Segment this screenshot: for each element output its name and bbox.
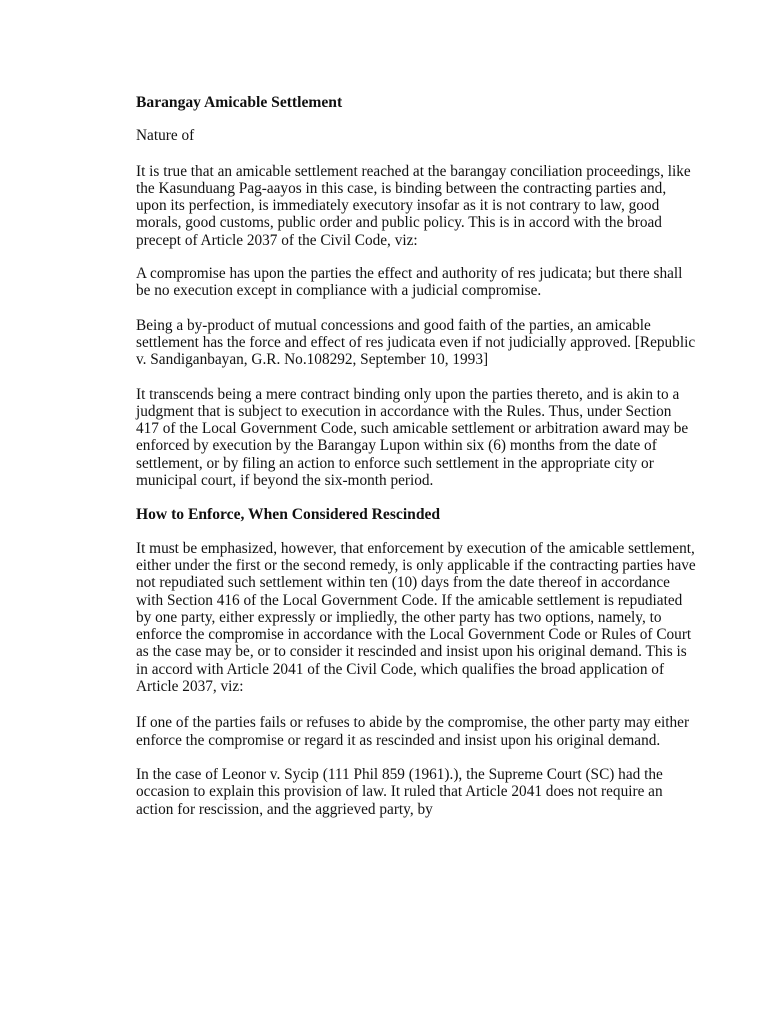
section-heading: How to Enforce, When Considered Rescinded — [136, 506, 441, 524]
section-label-nature: Nature of — [136, 127, 195, 145]
quoted-article-2037: A compromise has upon the parties the effect and authority of res judicata; but there shall be no execution except in compliance with a judicial compromise. — [136, 265, 683, 300]
paragraph: It transcends being a mere contract binding only upon the parties thereto, and is akin to a judgment that is subject to execution in accordance with the Rules. Thus, under Section 417 of the Local Government Code, such amicable settlement or arbitration award may be enforced by execution by the Barangay Lupon within six (6) months from the date of settlement, or by filing an action to enforce such settlement in the appropriate city or municipal court, if beyond the six-month period. — [136, 385, 689, 490]
document-title: Barangay Amicable Settlement — [136, 94, 343, 111]
paragraph: Being a by-product of mutual concessions and good faith of the parties, an amicable settlement has the force and effect of res judicata even if not judicially approved. [Republic v. Sandiganbayan, G.R. No.108292, September 10, 1993] — [136, 316, 696, 369]
document-body — [136, 94, 696, 836]
paragraph: It is true that an amicable settlement reached at the barangay conciliation proceedings, like the Kasunduang Pag-aayos in this case, is binding between the contracting parties and, upon its perfection, is immediately executory insofar as it is not contrary to law, good morals, good customs, public order and public policy. This is in accord with the broad precept of Article 2037 of the Civil Code, viz: — [136, 162, 691, 249]
paragraph: In the case of Leonor v. Sycip (111 Phil 859 (1961).), the Supreme Court (SC) had the occasion to explain this provision of law. It ruled that Article 2041 does not require an action for rescission, and the aggrieved party, by — [136, 765, 663, 818]
quoted-article-2041: If one of the parties fails or refuses to abide by the compromise, the other party may either enforce the compromise or regard it as rescinded and insist upon his original demand. — [136, 714, 690, 749]
paragraph: It must be emphasized, however, that enforcement by execution of the amicable settlement, either under the first or the second remedy, is only applicable if the contracting parties have not repudiated such settlement within ten (10) days from the date thereof in accordance with Section 416 of the Local Government Code. If the amicable settlement is repudiated by one party, either expressly or impliedly, the other party has two options, namely, to enforce the compromise in accordance with the Local Government Code or Rules of Court as the case may be, or to consider it rescinded and insist upon his original demand. This is in accord with Article 2041 of the Civil Code, which qualifies the broad application of Article 2037, viz: — [136, 539, 696, 696]
